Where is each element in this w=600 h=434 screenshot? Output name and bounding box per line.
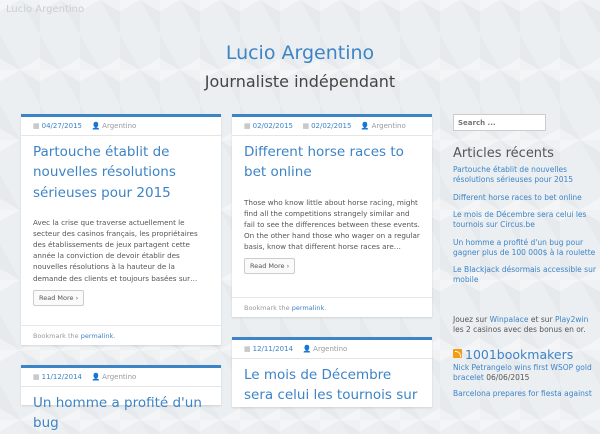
feed-title[interactable]: 1001bookmakers bbox=[465, 347, 574, 362]
post-footer bbox=[232, 297, 432, 317]
site-description: Journaliste indépendant bbox=[204, 72, 396, 91]
site-title[interactable]: Lucio Argentino bbox=[225, 42, 375, 64]
feed-item bbox=[453, 389, 600, 399]
calendar-icon: ▦ bbox=[302, 122, 310, 130]
recent-post-link[interactable]: Le Blackjack désormais accessible sur mobile bbox=[453, 265, 596, 284]
post-date[interactable]: 02/02/2015 bbox=[252, 122, 293, 130]
post-meta bbox=[232, 340, 432, 359]
calendar-icon: ▦ bbox=[244, 122, 251, 130]
post-author[interactable]: Argentino bbox=[102, 373, 137, 381]
post-title[interactable]: Different horse races to bet online bbox=[244, 144, 404, 181]
recent-post-link[interactable]: Different horse races to bet online bbox=[453, 192, 582, 202]
casino-note-text: et sur bbox=[530, 315, 553, 324]
post-date[interactable]: 04/27/2015 bbox=[41, 122, 82, 130]
post-card bbox=[232, 114, 432, 317]
post-meta bbox=[21, 117, 221, 136]
chevron-right-icon: › bbox=[75, 293, 79, 302]
user-icon: 👤 bbox=[91, 373, 101, 381]
permalink-link[interactable]: permalink bbox=[80, 332, 114, 340]
recent-posts-list bbox=[453, 165, 598, 293]
bookmark-suffix: . bbox=[324, 304, 327, 312]
post-footer bbox=[21, 325, 221, 345]
post-title[interactable]: Partouche établit de nouvelles résolutions sérieuses pour 2015 bbox=[33, 144, 176, 201]
recent-post-link[interactable]: Un homme a profité d'un bug pour gagner plus de 100 000$ à la roulette bbox=[453, 237, 596, 257]
bookmark-suffix: . bbox=[113, 332, 116, 340]
post-card bbox=[21, 114, 221, 345]
casino-note bbox=[453, 315, 600, 335]
recent-posts-title: Articles récents bbox=[453, 146, 554, 161]
casino-note-text: les 2 casinos avec des bonus en or. bbox=[453, 325, 586, 335]
chevron-right-icon: › bbox=[286, 262, 290, 271]
user-icon: 👤 bbox=[360, 122, 370, 130]
feed-list bbox=[453, 363, 600, 404]
post-card bbox=[232, 337, 432, 407]
post-excerpt: Avec la crise que traverse actuellement le secteur des casinos français, les propriétaires des établissements de jeux partagent cette année la conviction de devoir établir des nouvelles résolutions à la hauteur de la demande des clients et toujours basées sur… bbox=[33, 217, 198, 283]
post-date[interactable]: 12/11/2014 bbox=[252, 345, 293, 353]
calendar-icon: ▦ bbox=[244, 345, 251, 353]
post-title[interactable]: Un homme a profité d'un bug bbox=[33, 395, 202, 432]
permalink-link[interactable]: permalink bbox=[291, 304, 325, 312]
post-modified-date[interactable]: 02/02/2015 bbox=[311, 122, 352, 130]
top-site-link[interactable]: Lucio Argentino bbox=[6, 4, 85, 15]
post-title[interactable]: Le mois de Décembre sera celui les tournois sur bbox=[244, 367, 418, 404]
user-icon: 👤 bbox=[91, 122, 101, 130]
feed-item bbox=[453, 363, 600, 383]
read-more-button[interactable] bbox=[33, 290, 84, 306]
feed-item-link[interactable]: Barcelona prepares for fiesta against bbox=[453, 388, 592, 398]
calendar-icon: ▦ bbox=[33, 122, 40, 130]
bookmark-text: Bookmark the bbox=[33, 332, 79, 340]
read-more-label: Read More bbox=[250, 262, 285, 271]
play2win-link[interactable]: Play2win bbox=[554, 315, 589, 324]
rss-icon[interactable] bbox=[453, 349, 462, 358]
post-excerpt: Those who know little about horse racing, might find all the competitions strangely similar and fail to see the differences between these events. On the other hand those who wager on a regular basis, know that different horse races are… bbox=[244, 197, 420, 252]
bookmark-text: Bookmark the bbox=[244, 304, 290, 312]
casino-note-text: Jouez sur bbox=[453, 315, 488, 324]
recent-post-link[interactable]: Partouche établit de nouvelles résolutions sérieuses pour 2015 bbox=[453, 165, 574, 184]
post-card bbox=[21, 365, 221, 432]
calendar-icon: ▦ bbox=[33, 373, 40, 381]
post-author[interactable]: Argentino bbox=[102, 122, 137, 130]
post-meta bbox=[21, 368, 221, 387]
feed-widget-title[interactable] bbox=[453, 347, 573, 362]
feed-item-date: 06/06/2015 bbox=[486, 372, 530, 382]
feed-item-link[interactable]: Nick Petrangelo wins first WSOP gold bracelet bbox=[453, 363, 592, 382]
search-input[interactable] bbox=[453, 114, 546, 131]
user-icon: 👤 bbox=[302, 345, 312, 353]
top-bar bbox=[0, 0, 600, 22]
read-more-button[interactable] bbox=[244, 258, 295, 274]
post-author[interactable]: Argentino bbox=[313, 345, 348, 353]
recent-post-link[interactable]: Le mois de Décembre sera celui les tournois sur Circus.be bbox=[453, 210, 587, 229]
read-more-label: Read More bbox=[39, 293, 74, 302]
post-date[interactable]: 11/12/2014 bbox=[41, 373, 82, 381]
post-meta bbox=[232, 117, 432, 136]
winpalace-link[interactable]: Winpalace bbox=[489, 315, 529, 324]
post-author[interactable]: Argentino bbox=[371, 122, 406, 130]
